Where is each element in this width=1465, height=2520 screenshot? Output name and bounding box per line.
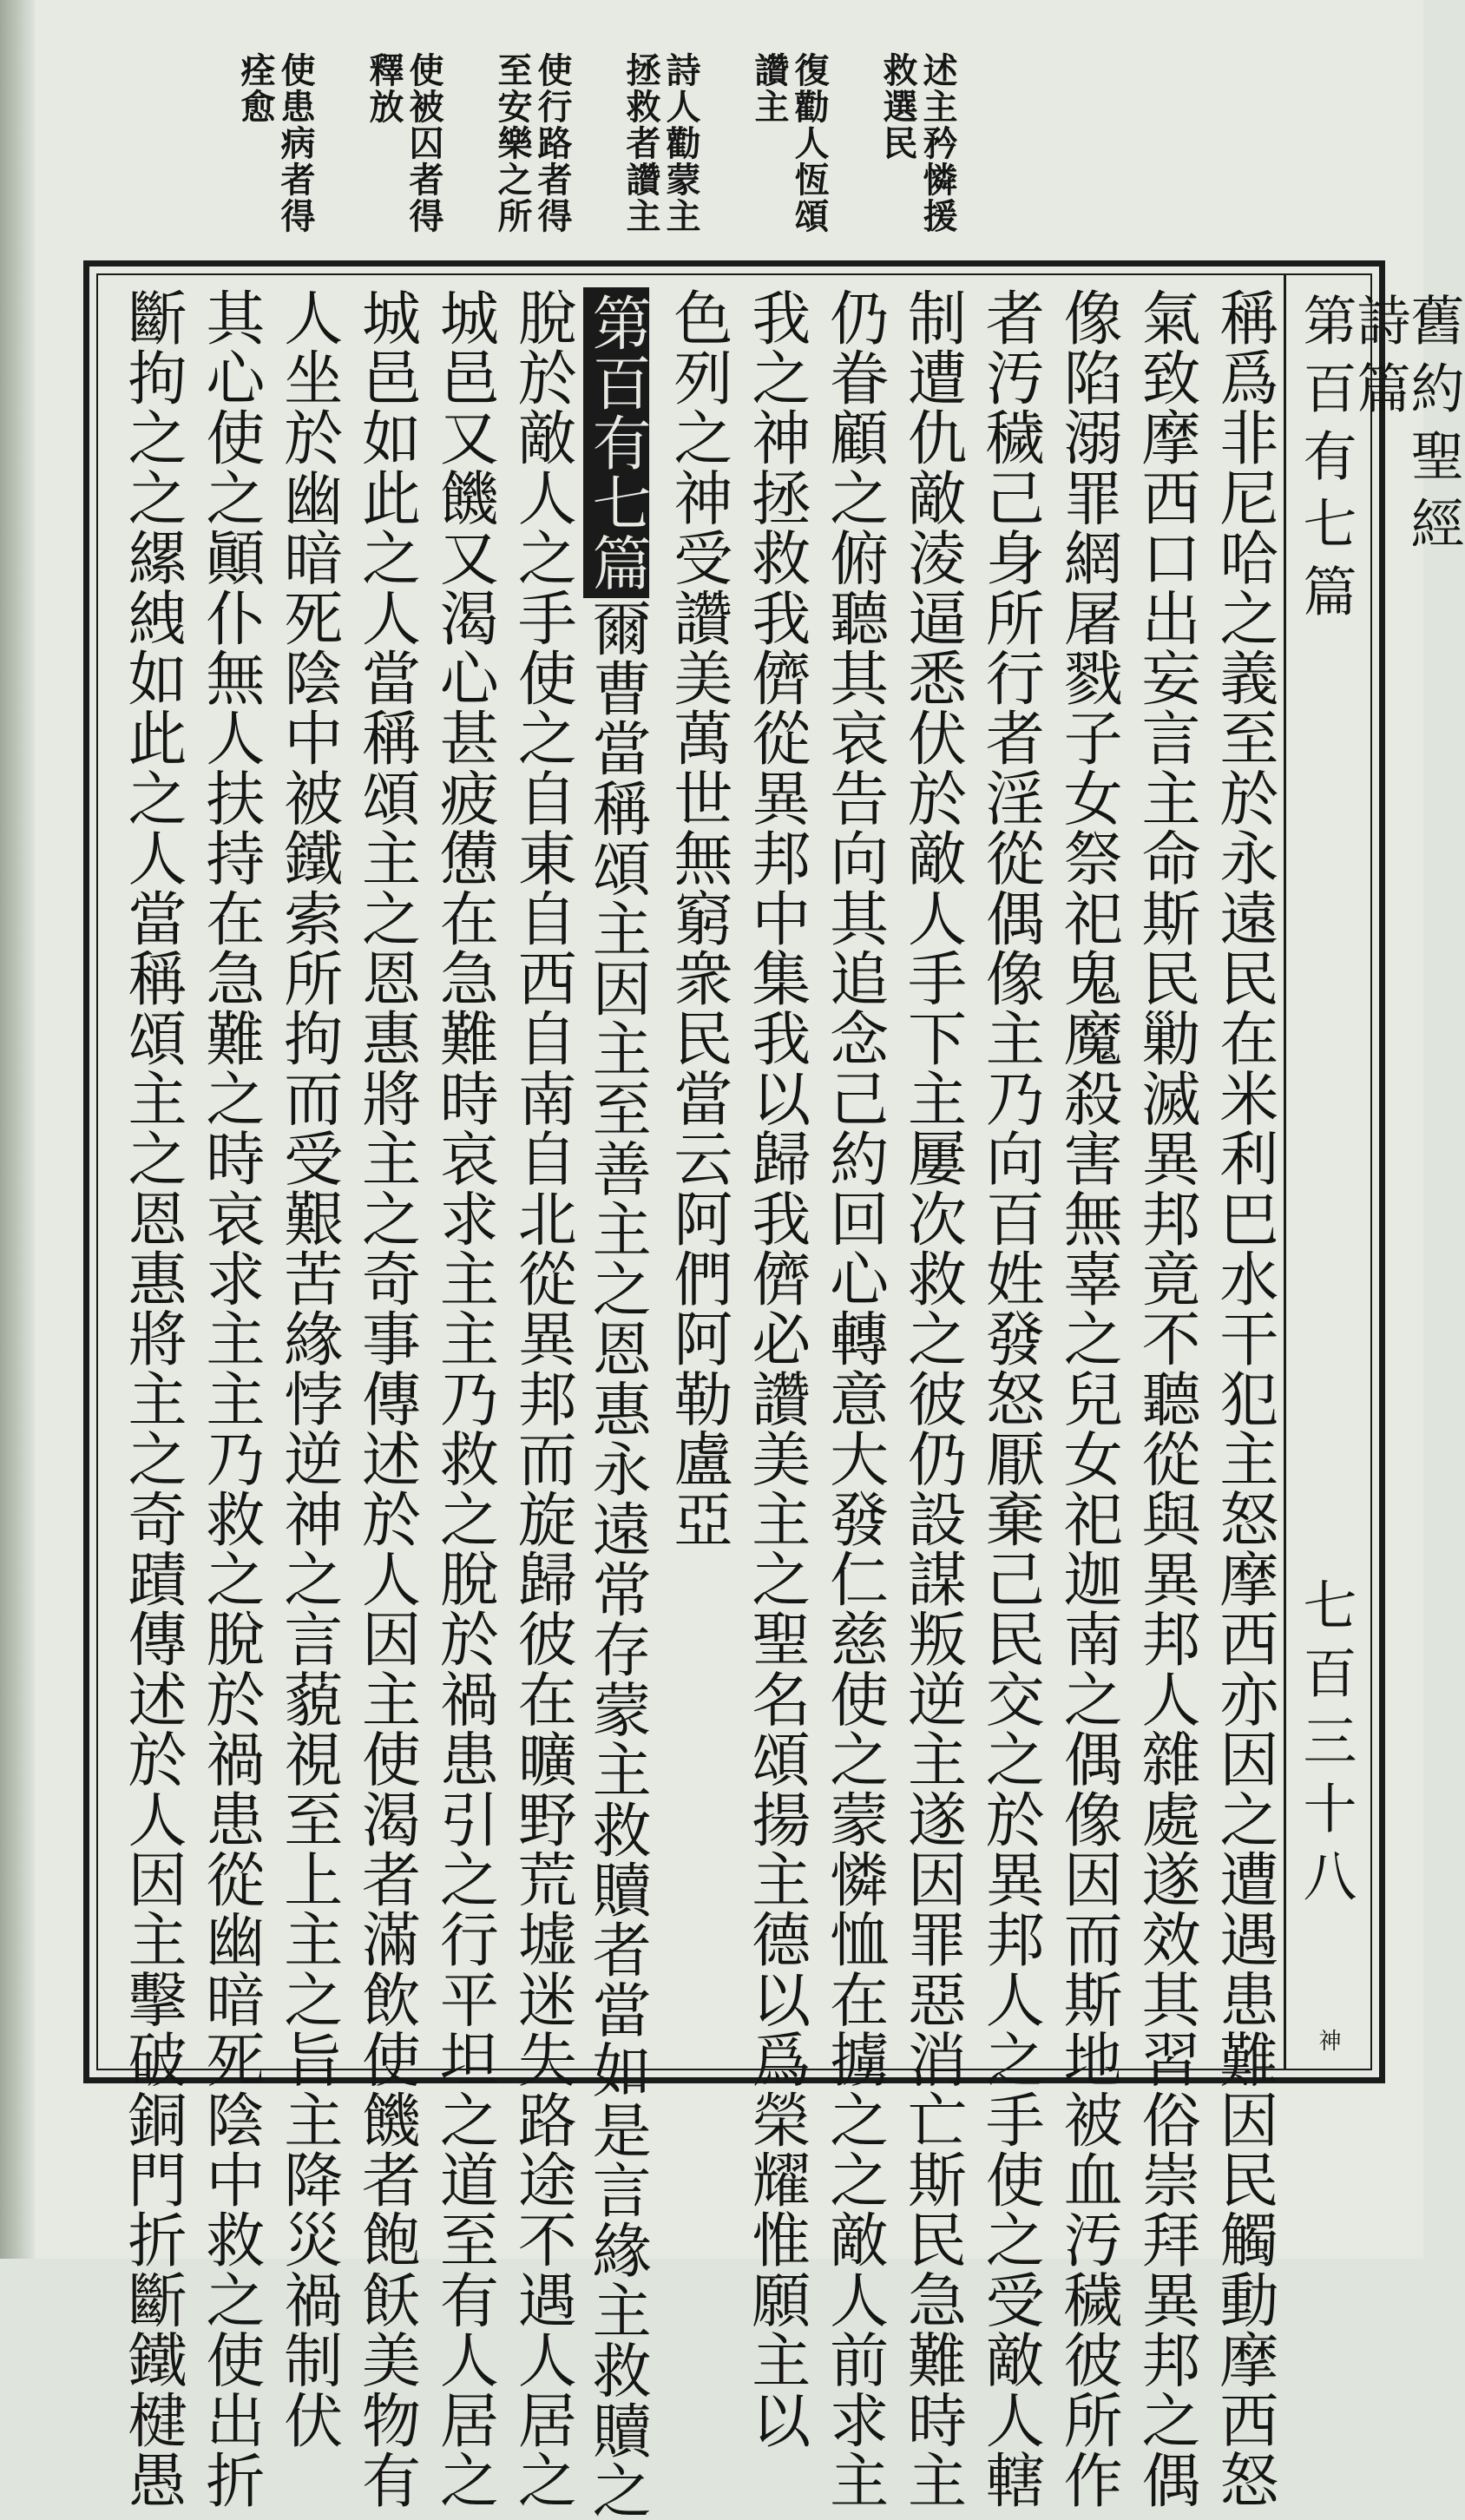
- gloss-line: 述主矜憐援: [917, 52, 958, 234]
- text-column: 像陷溺罪網屠戮子女祭祀鬼魔殺害無辜之兒女祀迦南之偶像因而斯地被血汚穢彼所作: [1054, 287, 1123, 2510]
- body-columns: [105, 287, 1278, 2520]
- gloss-line: 救選民: [877, 52, 918, 161]
- text-column: 仍眷顧之俯聽其哀告向其追念己約回心轉意大發仁慈使之蒙憐恤在擄之之敵人前求主: [819, 287, 889, 2510]
- text-column: 者汚穢己身所行者淫從偶像主乃向百姓發怒厭棄己民交之於異邦人之手使之受敵人轄: [976, 287, 1045, 2510]
- column-text: 爾曹當稱頌主因主至善主之恩惠永遠常存蒙主救贖者當如是言緣主救贖之: [582, 598, 652, 2520]
- text-column: 城邑又饑又渴心甚疲憊在急難時哀求主主乃救之脫於禍患引之行平坦之道至有人居之: [430, 287, 499, 2510]
- frame-inner-border: [96, 273, 1465, 2520]
- text-column: 氣致摩西口出妄言主命斯民勦滅異邦竟不聽從與異邦人雜處遂效其習俗崇拜異邦之偶: [1131, 287, 1200, 2510]
- running-title: [1294, 293, 1465, 631]
- text-column: 色列之神受讚美萬世無窮衆民當云阿們阿勒盧亞: [663, 287, 732, 1550]
- text-column-with-heading: [573, 287, 652, 2520]
- gloss: [364, 52, 444, 252]
- page-number: 七百三十八: [1294, 1577, 1357, 1916]
- text-frame: [83, 260, 1465, 2520]
- psalm-heading: 第百有七篇: [583, 287, 649, 598]
- section-title: 詩篇: [1348, 293, 1411, 428]
- text-column: 其心使之顚仆無人扶持在急難之時哀求主主乃救之脫於禍患從幽暗死陰中救之使出折: [195, 287, 265, 2510]
- binding-shadow: [0, 0, 35, 2259]
- gloss-line: 詩人勸蒙主: [660, 52, 701, 234]
- text-column: 斷拘之之縲絏如此之人當稱頌主之恩惠將主之奇蹟傳述於人因主擊破銅門折斷鐵楗愚: [118, 287, 187, 2510]
- text-column: 人坐於幽暗死陰中被鐵索所拘而受艱苦緣悖逆神之言藐視至上主之旨主降災禍制伏: [273, 287, 343, 2451]
- text-column: 我之神拯救我儕從異邦中集我以歸我儕必讚美主之聖名頌揚主德以爲榮耀惟願主以: [741, 287, 811, 2451]
- text-column: 城邑如此之人當稱頌主之恩惠將主之奇事傳述於人因主使渴者滿飲使饑者飽飫美物有: [351, 287, 421, 2510]
- gloss-line: 使患病者得: [275, 52, 316, 234]
- gloss-line: 釋放: [364, 52, 404, 125]
- gloss-line: 痊愈: [235, 52, 276, 125]
- signature-mark: 神: [1315, 2029, 1341, 2051]
- gloss-line: 至安樂之所: [492, 52, 533, 234]
- gloss-line: 復勸人恆頌: [789, 52, 830, 234]
- gloss-line: 拯救者讚主: [621, 52, 661, 234]
- marginal-glosses: [87, 52, 958, 252]
- gloss-line: 使行路者得: [532, 52, 573, 234]
- running-header: [1284, 275, 1465, 2069]
- gloss: [492, 52, 573, 252]
- gloss-line: 使被囚者得: [404, 52, 444, 234]
- gloss-line: 讚主: [749, 52, 790, 125]
- gloss: [877, 52, 958, 252]
- text-column: 脫於敵人之手使之自東自西自南自北從異邦而旋歸彼在曠野荒墟迷失路途不遇人居之: [508, 287, 577, 2510]
- text-column: 制遭仇敵淩逼悉伏於敵人手下主屢次救之彼仍設謀叛逆主遂因罪惡消亡斯民急難時主: [897, 287, 967, 2510]
- chapter-title: 第百有七篇: [1294, 293, 1357, 631]
- text-column: 稱爲非尼哈之義至於永遠民在米利巴水干犯主怒摩西亦因之遭遇患難因民觸動摩西怒: [1209, 287, 1278, 2510]
- gloss: [621, 52, 701, 252]
- book-title: 舊約聖經: [1402, 293, 1465, 563]
- gloss: [749, 52, 830, 252]
- gloss: [235, 52, 316, 252]
